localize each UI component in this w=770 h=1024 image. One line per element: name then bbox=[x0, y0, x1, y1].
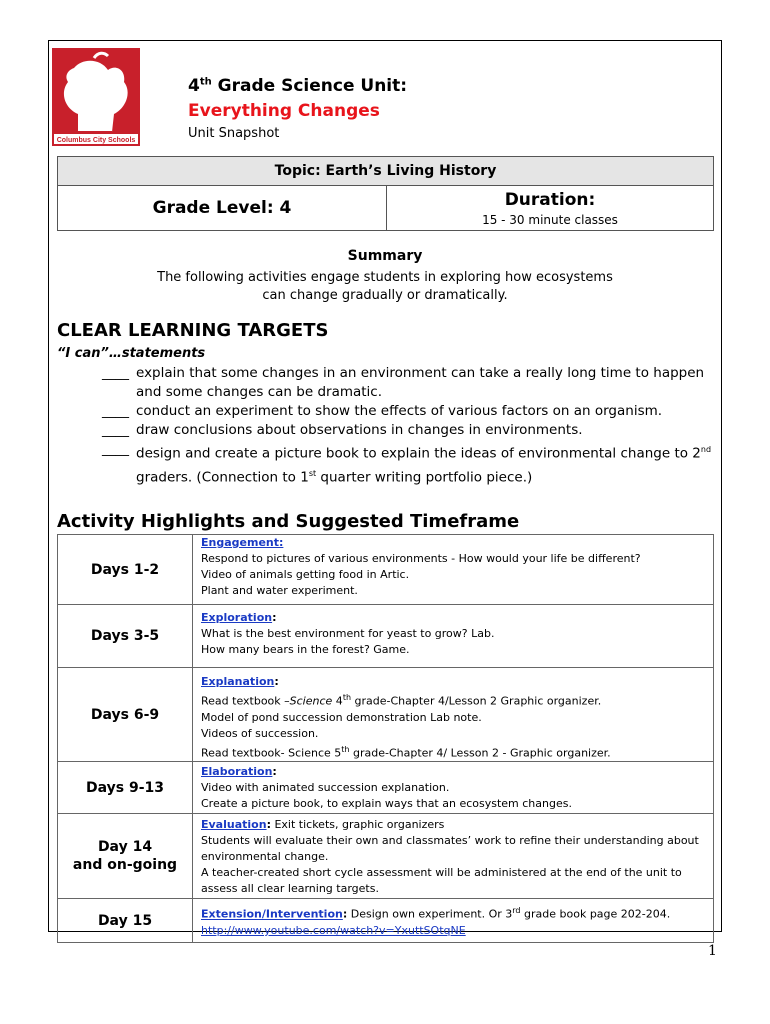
activity-cell: Engagement: Respond to pictures of various environments - How would your life be different? Video of animals getting food in Artic. Plant and water experiment. bbox=[193, 535, 714, 605]
day-cell: Days 3-5 bbox=[58, 605, 193, 668]
grade-duration-row bbox=[57, 185, 714, 231]
unit-name: Everything Changes bbox=[188, 101, 380, 121]
learning-targets-list bbox=[102, 364, 712, 487]
phase-label: Extension/Intervention bbox=[201, 907, 343, 921]
activity-title: Activity Highlights and Suggested Timeframe bbox=[57, 511, 520, 532]
day-cell: Days 1-2 bbox=[58, 535, 193, 605]
target-item: ____ explain that some changes in an environment can take a really long time to happen and some changes can be dramatic. bbox=[102, 365, 705, 400]
summary-title: Summary bbox=[347, 248, 423, 264]
logo-text: Columbus City Schools bbox=[56, 137, 136, 144]
columbus-city-schools-logo bbox=[52, 48, 140, 146]
topic-bar: Topic: Earth’s Living History bbox=[57, 156, 714, 186]
activity-cell: Evaluation: Exit tickets, graphic organizers Students will evaluate their own and classmates’ work to refine their understanding about environmental change. A teacher-created short cycle assessment will be administered at the end of the unit to assess all clear learning targets. bbox=[193, 814, 714, 899]
i-can-label: “I can”…statements bbox=[57, 346, 206, 361]
phase-label: Engagement: bbox=[201, 536, 284, 549]
activity-cell: Explanation: Read textbook –Science 4th grade-Chapter 4/Lesson 2 Graphic organizer. Model of pond succession demonstration Lab note. Videos of succession. Read textbook- Science 5th grade-Chapter 4/ Lesson 2 - Graphic organizer. bbox=[193, 668, 714, 762]
activity-table bbox=[57, 534, 714, 943]
duration-title: Duration: bbox=[504, 190, 596, 210]
day-cell: Day 14 and on-going bbox=[58, 814, 193, 899]
activity-cell: Extension/Intervention: Design own experiment. Or 3rd grade book page 202-204. http://www.youtube.com/watch?v=YxuttSOtqNE bbox=[193, 899, 714, 943]
unit-heading: 4th Grade Science Unit: bbox=[188, 76, 408, 96]
phase-label: Exploration bbox=[201, 611, 273, 624]
table-row bbox=[58, 605, 714, 668]
phase-label: Explanation bbox=[201, 675, 275, 688]
table-row bbox=[58, 535, 714, 605]
activity-cell: Elaboration: Video with animated succession explanation. Create a picture book, to explain ways that an ecosystem changes. bbox=[193, 762, 714, 814]
grade-level: Grade Level: 4 bbox=[58, 185, 387, 230]
page-number: 1 bbox=[708, 943, 717, 959]
day-cell: Days 6-9 bbox=[58, 668, 193, 762]
youtube-link[interactable]: http://www.youtube.com/watch?v=YxuttSOtqNE bbox=[201, 923, 466, 937]
activity-cell: Exploration: What is the best environment for yeast to grow? Lab. How many bears in the forest? Game. bbox=[193, 605, 714, 668]
target-item: ____ design and create a picture book to explain the ideas of environmental change to 2nd graders. (Connection to 1st quarter writing portfolio piece.) bbox=[102, 441, 712, 485]
summary-text: The following activities engage students in exploring how ecosystems can change gradually or dramatically. bbox=[157, 270, 613, 303]
learning-targets-title: CLEAR LEARNING TARGETS bbox=[57, 320, 329, 341]
table-row bbox=[58, 814, 714, 899]
unit-snapshot-label: Unit Snapshot bbox=[188, 126, 280, 141]
phase-label: Elaboration bbox=[201, 765, 273, 779]
target-item: ____ draw conclusions about observations in changes in environments. bbox=[102, 422, 583, 438]
duration-cell bbox=[387, 185, 713, 230]
day-cell: Day 15 bbox=[58, 899, 193, 943]
table-row bbox=[58, 899, 714, 943]
day-cell: Days 9-13 bbox=[58, 762, 193, 814]
phase-label: Evaluation bbox=[201, 818, 267, 832]
target-item: ____ conduct an experiment to show the effects of various factors on an organism. bbox=[102, 403, 663, 419]
duration-text: 15 - 30 minute classes bbox=[482, 213, 618, 227]
table-row bbox=[58, 668, 714, 762]
table-row bbox=[58, 762, 714, 814]
